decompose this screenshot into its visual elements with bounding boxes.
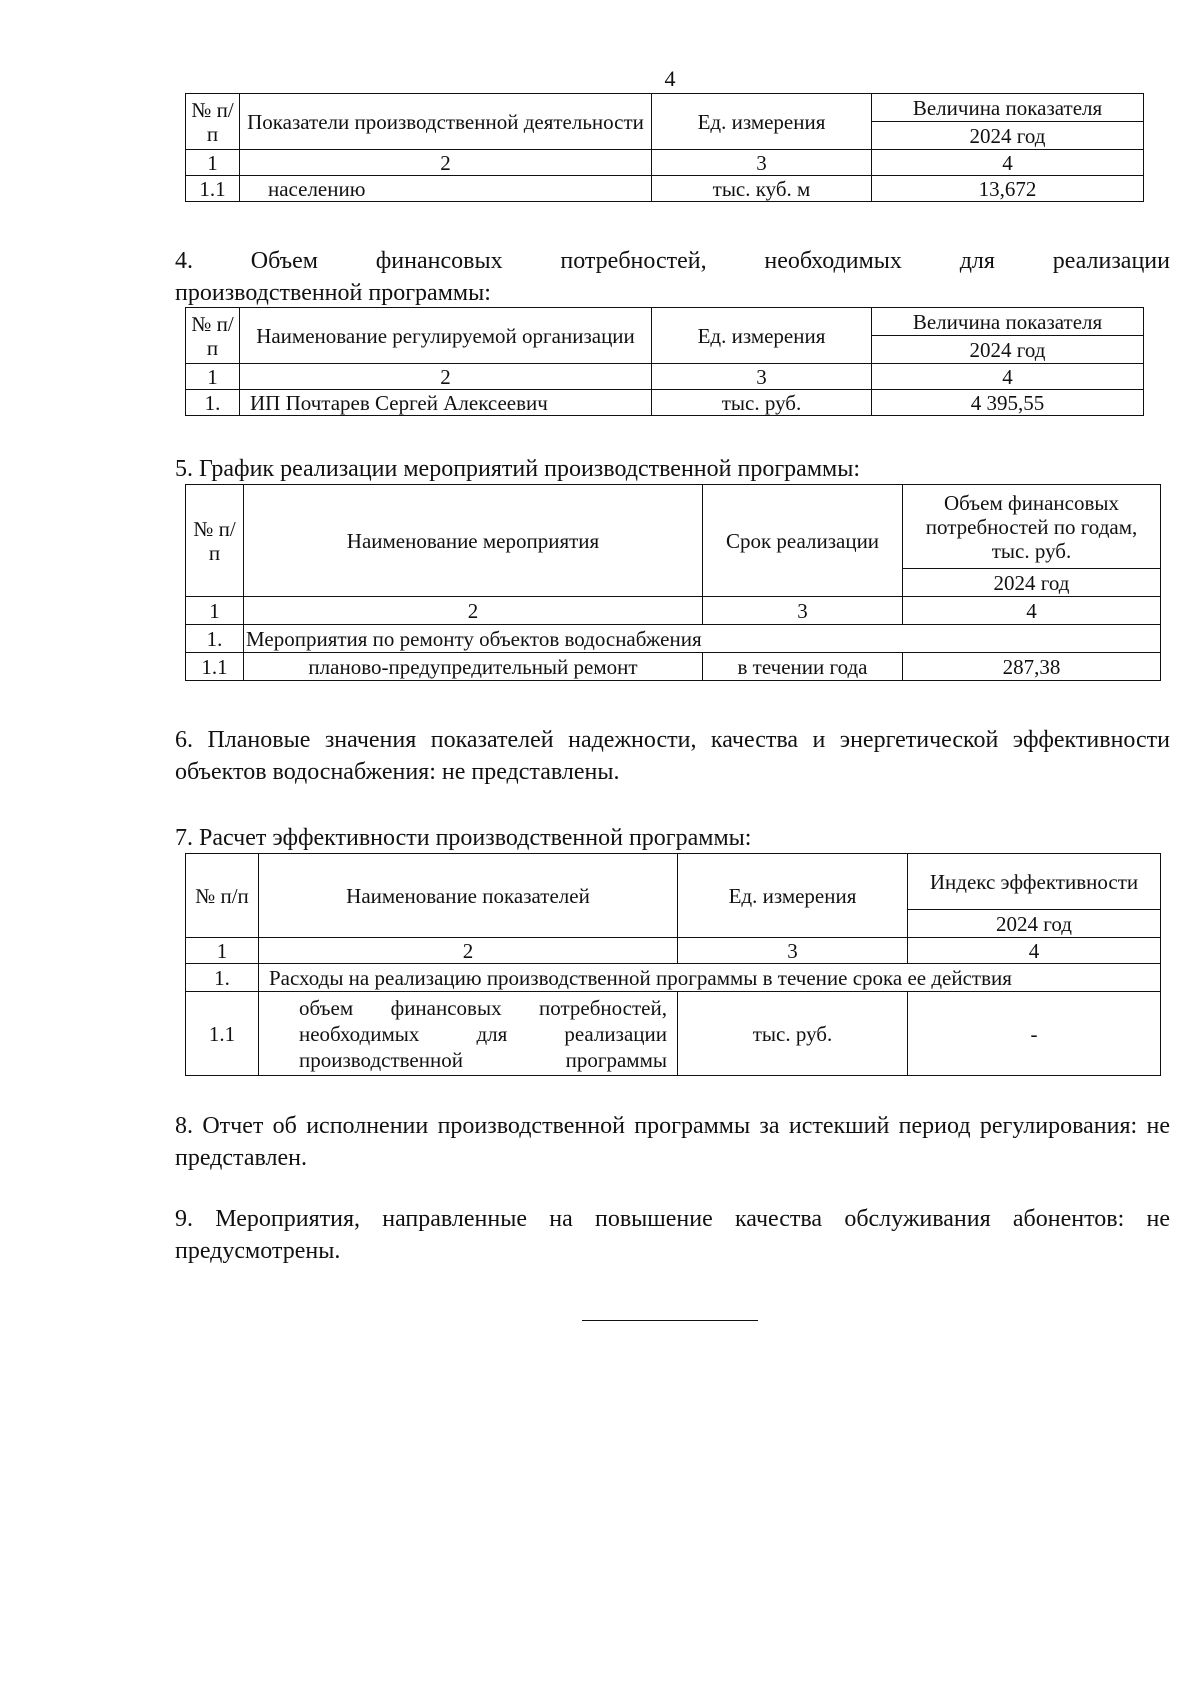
col-number: 2	[240, 364, 652, 390]
section-7-heading: 7. Расчет эффективности производственной программы:	[175, 825, 752, 851]
col-number: 1	[186, 150, 240, 176]
header-term: Срок реализации	[703, 485, 903, 597]
row-num: 1.	[186, 390, 240, 416]
header-unit: Ед. измерения	[652, 308, 872, 364]
section-9-text: 9. Мероприятия, направленные на повышение качества обслуживания абонентов: не предусмотрены.	[175, 1206, 1170, 1264]
table-row	[186, 390, 1144, 416]
header-num: № п/п	[186, 308, 240, 364]
col-number: 4	[872, 364, 1144, 390]
col-number: 2	[259, 938, 678, 964]
section-4-heading-line2: производственной программы:	[175, 280, 491, 306]
col-number: 4	[908, 938, 1161, 964]
table-row	[186, 176, 1144, 202]
col-number: 2	[244, 597, 703, 625]
col-number: 1	[186, 364, 240, 390]
row-name: объем финансовых потребностей, необходимых для реализации производственной программы	[259, 992, 678, 1076]
col-number: 3	[678, 938, 908, 964]
header-index: Индекс эффективности	[908, 854, 1161, 910]
row-num: 1.1	[186, 653, 244, 681]
row-num: 1.1	[186, 176, 240, 202]
col-number: 3	[703, 597, 903, 625]
header-year: 2024 год	[872, 336, 1144, 364]
col-number: 1	[186, 597, 244, 625]
header-num: № п/п	[186, 485, 244, 597]
row-unit: тыс. куб. м	[652, 176, 872, 202]
section-4-heading-line1: 4. Объем финансовых потребностей, необходимых для реализации	[175, 248, 1170, 274]
section-4-heading	[175, 245, 1170, 309]
header-unit: Ед. измерения	[678, 854, 908, 938]
group-row	[186, 964, 1161, 992]
col-number: 2	[240, 150, 652, 176]
row-term: в течении года	[703, 653, 903, 681]
col-number: 3	[652, 364, 872, 390]
row-value: 287,38	[903, 653, 1161, 681]
col-number: 3	[652, 150, 872, 176]
group-title: Расходы на реализацию производственной программы в течение срока ее действия	[259, 964, 1161, 992]
closing-rule	[582, 1320, 758, 1321]
header-name: Наименование мероприятия	[244, 485, 703, 597]
table-row	[186, 653, 1161, 681]
financial-needs-table	[185, 307, 1144, 416]
header-year: 2024 год	[903, 569, 1161, 597]
header-year: 2024 год	[908, 910, 1161, 938]
header-value: Величина показателя	[872, 308, 1144, 336]
production-indicators-table	[185, 93, 1144, 202]
group-num: 1.	[186, 964, 259, 992]
header-value: Величина показателя	[872, 94, 1144, 122]
row-num: 1.1	[186, 992, 259, 1076]
schedule-table	[185, 484, 1161, 681]
group-num: 1.	[186, 625, 244, 653]
section-8-text: 8. Отчет об исполнении производственной программы за истекший период регулирования: не представлен.	[175, 1113, 1170, 1171]
col-number: 1	[186, 938, 259, 964]
header-name: Наименование показателей	[259, 854, 678, 938]
row-value: 13,672	[872, 176, 1144, 202]
header-num: № п/п	[186, 854, 259, 938]
row-value: 4 395,55	[872, 390, 1144, 416]
table-row	[186, 992, 1161, 1076]
group-title: Мероприятия по ремонту объектов водоснабжения	[244, 625, 1161, 653]
row-value: -	[908, 992, 1161, 1076]
header-org: Наименование регулируемой организации	[240, 308, 652, 364]
col-number: 4	[903, 597, 1161, 625]
section-5-heading: 5. График реализации мероприятий производственной программы:	[175, 456, 860, 482]
header-unit: Ед. измерения	[652, 94, 872, 150]
header-indicator: Показатели производственной деятельности	[240, 94, 652, 150]
page-number: 4	[664, 66, 676, 91]
header-volume: Объем финансовых потребностей по годам, тыс. руб.	[903, 485, 1161, 569]
header-year: 2024 год	[872, 122, 1144, 150]
header-num: № п/п	[186, 94, 240, 150]
row-name: планово-предупредительный ремонт	[244, 653, 703, 681]
row-name: населению	[240, 176, 652, 202]
efficiency-table	[185, 853, 1161, 1076]
col-number: 4	[872, 150, 1144, 176]
row-unit: тыс. руб.	[652, 390, 872, 416]
row-org-name: ИП Почтарев Сергей Алексеевич	[240, 390, 652, 416]
section-6-text: 6. Плановые значения показателей надежности, качества и энергетической эффективности объектов водоснабжения: не представлены.	[175, 727, 1170, 785]
group-row	[186, 625, 1161, 653]
row-unit: тыс. руб.	[678, 992, 908, 1076]
